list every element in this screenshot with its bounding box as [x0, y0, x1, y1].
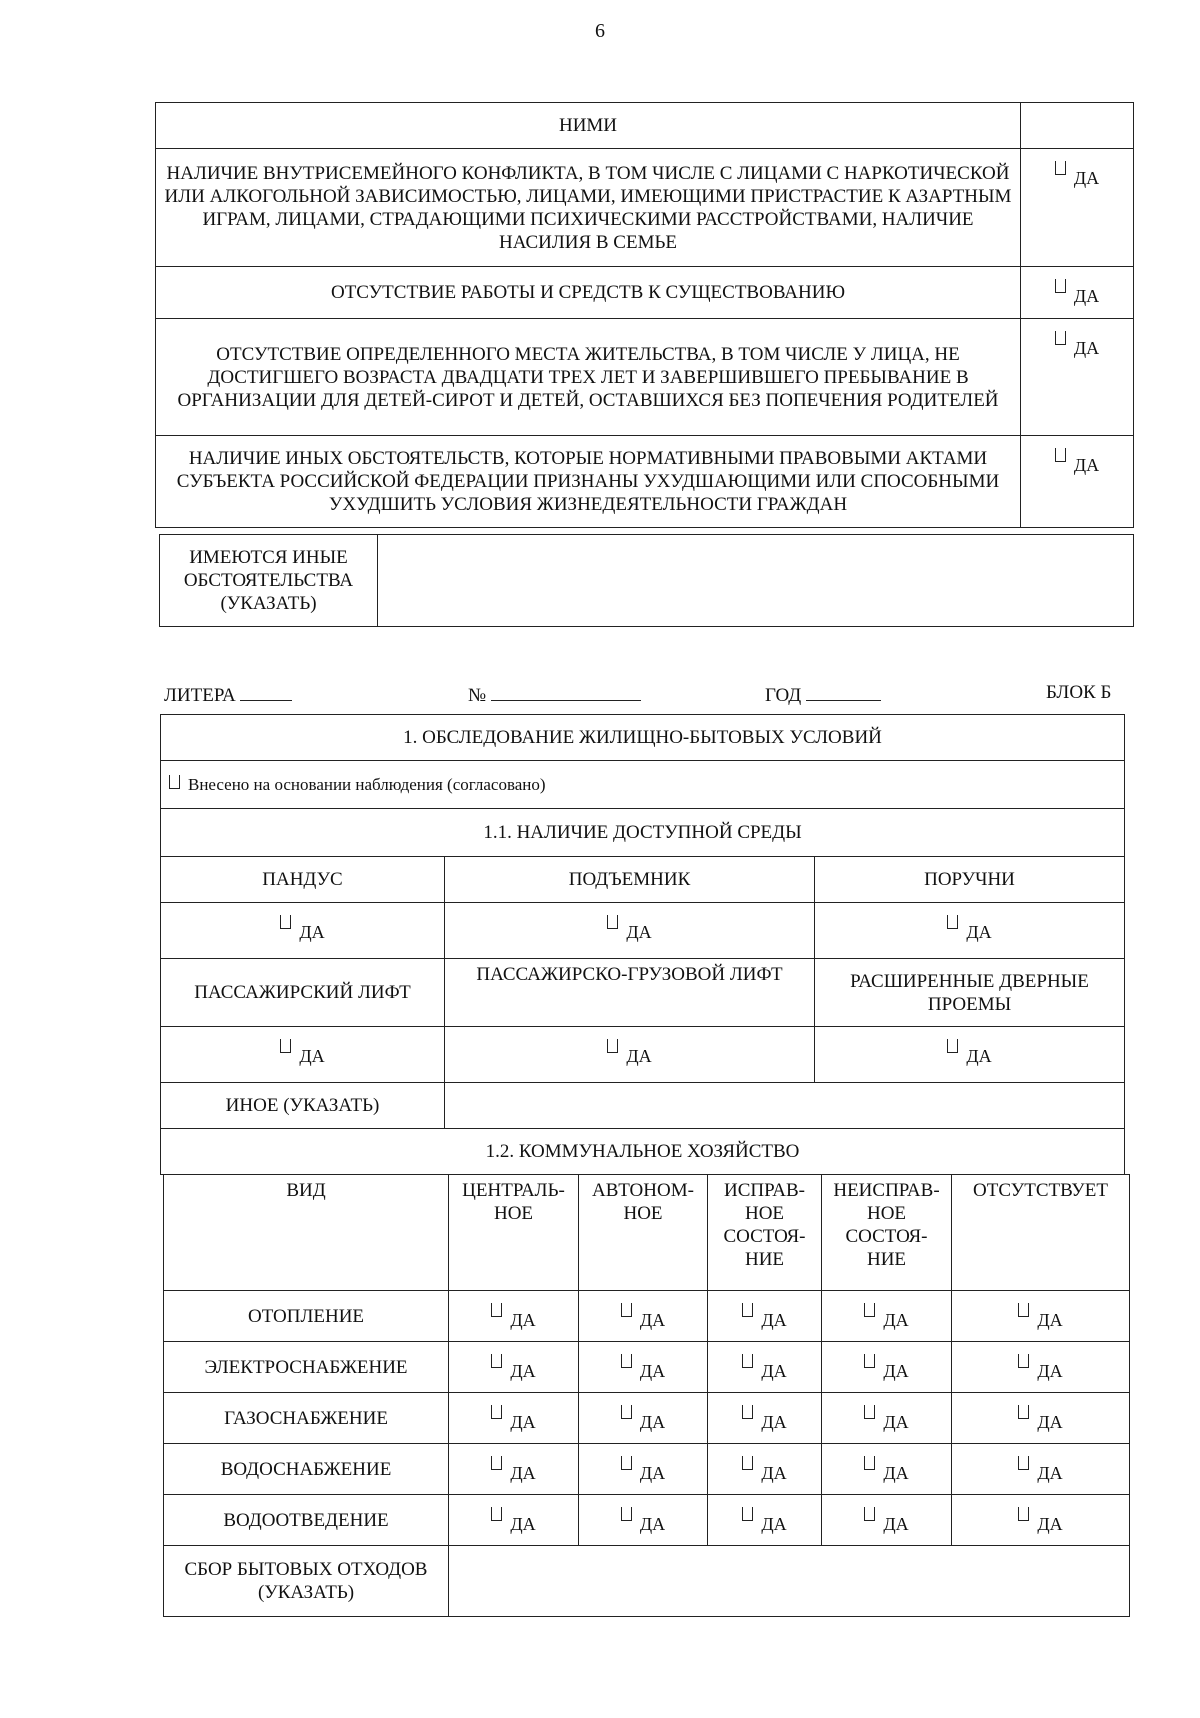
yes-checkbox[interactable]: ДА [161, 903, 445, 959]
util-header-faulty: НЕИСПРАВ-НОЕ СОСТОЯ-НИЕ [822, 1175, 952, 1291]
continued-text-cell: НИМИ [156, 103, 1021, 149]
empty-cell [1021, 103, 1134, 149]
yes-checkbox[interactable]: ДА [822, 1342, 952, 1393]
util-header-absent: ОТСУТСТВУЕТ [952, 1175, 1130, 1291]
yes-checkbox[interactable]: ДА [1021, 149, 1134, 267]
yes-checkbox[interactable]: ДА [449, 1291, 579, 1342]
checkbox-icon [1018, 1354, 1029, 1368]
other-circumstances-label: ИМЕЮТСЯ ИНЫЕ ОБСТОЯТЕЛЬСТВА (УКАЗАТЬ) [160, 535, 378, 627]
circumstance-text: ОТСУТСТВИЕ ОПРЕДЕЛЕННОГО МЕСТА ЖИТЕЛЬСТВА, В ТОМ ЧИСЛЕ У ЛИЦА, НЕ ДОСТИГШЕГО ВОЗРАСТА ДВАДЦАТИ ТРЕХ ЛЕТ И ЗАВЕРШИВШЕГО ПРЕБЫВАНИЕ В ОРГАНИЗАЦИИ ДЛЯ ДЕТЕЙ-СИРОТ И ДЕТЕЙ, ОСТАВШИХСЯ БЕЗ ПОПЕЧЕНИЯ РОДИТЕЛЕЙ [156, 319, 1021, 436]
yes-checkbox[interactable]: ДА [822, 1291, 952, 1342]
checkbox-icon [742, 1405, 753, 1419]
util-header-central: ЦЕНТРАЛЬ-НОЕ [449, 1175, 579, 1291]
yes-checkbox[interactable]: ДА [815, 903, 1125, 959]
checkbox-icon [621, 1354, 632, 1368]
env-label-passenger-lift: ПАССАЖИРСКИЙ ЛИФТ [161, 959, 445, 1027]
utility-row [164, 1342, 1130, 1393]
yes-checkbox[interactable]: ДА [1021, 267, 1134, 319]
utility-row [164, 1393, 1130, 1444]
page-number: 6 [595, 20, 605, 42]
yes-checkbox[interactable]: ДА [161, 1027, 445, 1083]
checkbox-icon [947, 915, 958, 929]
other-env-field[interactable] [445, 1083, 1125, 1129]
checkbox-icon [491, 1507, 502, 1521]
section11-title: 1.1. НАЛИЧИЕ ДОСТУПНОЙ СРЕДЫ [161, 809, 1125, 857]
checkbox-icon [280, 1039, 291, 1053]
circumstance-text: НАЛИЧИЕ ИНЫХ ОБСТОЯТЕЛЬСТВ, КОТОРЫЕ НОРМАТИВНЫМИ ПРАВОВЫМИ АКТАМИ СУБЪЕКТА РОССИЙСКОЙ ФЕДЕРАЦИИ ПРИЗНАНЫ УХУДШАЮЩИМИ ИЛИ СПОСОБНЫМИ УХУДШИТЬ УСЛОВИЯ ЖИЗНЕДЕЯТЕЛЬНОСТИ ГРАЖДАН [156, 436, 1021, 528]
util-header-type: ВИД [164, 1175, 449, 1291]
family-circumstances-table [155, 102, 1134, 528]
checkbox-icon [491, 1303, 502, 1317]
checkbox-icon [621, 1405, 632, 1419]
checkbox-icon [864, 1405, 875, 1419]
checkbox-icon [1055, 448, 1066, 462]
yes-checkbox[interactable]: ДА [1021, 319, 1134, 436]
section1-title: 1. ОБСЛЕДОВАНИЕ ЖИЛИЩНО-БЫТОВЫХ УСЛОВИЙ [161, 715, 1125, 761]
env-label-cargo-lift: ПАССАЖИРСКО-ГРУЗОВОЙ ЛИФТ [445, 959, 815, 1027]
checkbox-icon [621, 1456, 632, 1470]
checkbox-icon [1018, 1507, 1029, 1521]
utility-label: ВОДОСНАБЖЕНИЕ [164, 1444, 449, 1495]
utility-row [164, 1495, 1130, 1546]
utilities-table [163, 1174, 1130, 1617]
living-conditions-table [160, 714, 1125, 1175]
yes-checkbox[interactable]: ДА [449, 1444, 579, 1495]
checkbox-icon [607, 915, 618, 929]
yes-checkbox[interactable]: ДА [708, 1444, 822, 1495]
year-field[interactable]: ГОД [765, 682, 881, 707]
observation-checkbox[interactable]: Внесено на основании наблюдения (согласовано) [161, 761, 1125, 809]
checkbox-icon [742, 1456, 753, 1470]
yes-checkbox[interactable]: ДА [952, 1495, 1130, 1546]
yes-checkbox[interactable]: ДА [952, 1393, 1130, 1444]
yes-checkbox[interactable]: ДА [579, 1291, 708, 1342]
utility-label: ОТОПЛЕНИЕ [164, 1291, 449, 1342]
yes-checkbox[interactable]: ДА [449, 1393, 579, 1444]
yes-checkbox[interactable]: ДА [815, 1027, 1125, 1083]
util-header-autonomous: АВТОНОМ-НОЕ [579, 1175, 708, 1291]
checkbox-icon [864, 1354, 875, 1368]
yes-checkbox[interactable]: ДА [708, 1495, 822, 1546]
checkbox-icon [1055, 331, 1066, 345]
yes-checkbox[interactable]: ДА [449, 1342, 579, 1393]
checkbox-icon [864, 1456, 875, 1470]
number-field[interactable]: № [468, 682, 641, 707]
checkbox-icon [280, 915, 291, 929]
yes-checkbox[interactable]: ДА [822, 1495, 952, 1546]
yes-checkbox[interactable]: ДА [579, 1495, 708, 1546]
waste-collection-label: СБОР БЫТОВЫХ ОТХОДОВ (УКАЗАТЬ) [164, 1546, 449, 1617]
other-env-label: ИНОЕ (УКАЗАТЬ) [161, 1083, 445, 1129]
yes-checkbox[interactable]: ДА [445, 1027, 815, 1083]
env-label-handrails: ПОРУЧНИ [815, 857, 1125, 903]
checkbox-icon [1055, 279, 1066, 293]
section12-title: 1.2. КОММУНАЛЬНОЕ ХОЗЯЙСТВО [161, 1129, 1125, 1175]
env-label-lift: ПОДЪЕМНИК [445, 857, 815, 903]
checkbox-icon [1018, 1405, 1029, 1419]
util-header-working: ИСПРАВ-НОЕ СОСТОЯ-НИЕ [708, 1175, 822, 1291]
checkbox-icon [864, 1303, 875, 1317]
yes-checkbox[interactable]: ДА [952, 1444, 1130, 1495]
yes-checkbox[interactable]: ДА [708, 1342, 822, 1393]
env-label-ramp: ПАНДУС [161, 857, 445, 903]
checkbox-icon [621, 1303, 632, 1317]
checkbox-icon [169, 775, 180, 789]
utility-label: ГАЗОСНАБЖЕНИЕ [164, 1393, 449, 1444]
yes-checkbox[interactable]: ДА [579, 1342, 708, 1393]
checkbox-icon [1055, 161, 1066, 175]
yes-checkbox[interactable]: ДА [952, 1342, 1130, 1393]
yes-checkbox[interactable]: ДА [952, 1291, 1130, 1342]
yes-checkbox[interactable]: ДА [445, 903, 815, 959]
block-label: БЛОК Б [1046, 682, 1112, 703]
checkbox-icon [864, 1507, 875, 1521]
yes-checkbox[interactable]: ДА [822, 1444, 952, 1495]
utility-label: ЭЛЕКТРОСНАБЖЕНИЕ [164, 1342, 449, 1393]
checkbox-icon [621, 1507, 632, 1521]
checkbox-icon [742, 1507, 753, 1521]
waste-collection-field[interactable] [449, 1546, 1130, 1617]
checkbox-icon [491, 1354, 502, 1368]
checkbox-icon [1018, 1456, 1029, 1470]
checkbox-icon [1018, 1303, 1029, 1317]
checkbox-icon [947, 1039, 958, 1053]
checkbox-icon [742, 1303, 753, 1317]
checkbox-icon [491, 1456, 502, 1470]
litera-field[interactable]: ЛИТЕРА [164, 682, 292, 707]
yes-checkbox[interactable]: ДА [708, 1291, 822, 1342]
checkbox-icon [742, 1354, 753, 1368]
yes-checkbox[interactable]: ДА [579, 1393, 708, 1444]
env-label-wide-doors: РАСШИРЕННЫЕ ДВЕРНЫЕ ПРОЕМЫ [815, 959, 1125, 1027]
circumstance-text: ОТСУТСТВИЕ РАБОТЫ И СРЕДСТВ К СУЩЕСТВОВАНИЮ [156, 267, 1021, 319]
yes-checkbox[interactable]: ДА [708, 1393, 822, 1444]
yes-checkbox[interactable]: ДА [1021, 436, 1134, 528]
utility-row [164, 1291, 1130, 1342]
yes-checkbox[interactable]: ДА [449, 1495, 579, 1546]
utility-row [164, 1444, 1130, 1495]
other-circumstances-table [159, 534, 1134, 627]
other-circumstances-field[interactable] [378, 535, 1134, 627]
utility-label: ВОДООТВЕДЕНИЕ [164, 1495, 449, 1546]
circumstance-text: НАЛИЧИЕ ВНУТРИСЕМЕЙНОГО КОНФЛИКТА, В ТОМ ЧИСЛЕ С ЛИЦАМИ С НАРКОТИЧЕСКОЙ ИЛИ АЛКОГОЛЬНОЙ ЗАВИСИМОСТЬЮ, ЛИЦАМИ, ИМЕЮЩИМИ ПРИСТРАСТИЕ К АЗАРТНЫМ ИГРАМ, ЛИЦАМИ, СТРАДАЮЩИМИ ПСИХИЧЕСКИМИ РАССТРОЙСТВАМИ, НАЛИЧИЕ НАСИЛИЯ В СЕМЬЕ [156, 149, 1021, 267]
checkbox-icon [607, 1039, 618, 1053]
yes-checkbox[interactable]: ДА [579, 1444, 708, 1495]
yes-checkbox[interactable]: ДА [822, 1393, 952, 1444]
checkbox-icon [491, 1405, 502, 1419]
